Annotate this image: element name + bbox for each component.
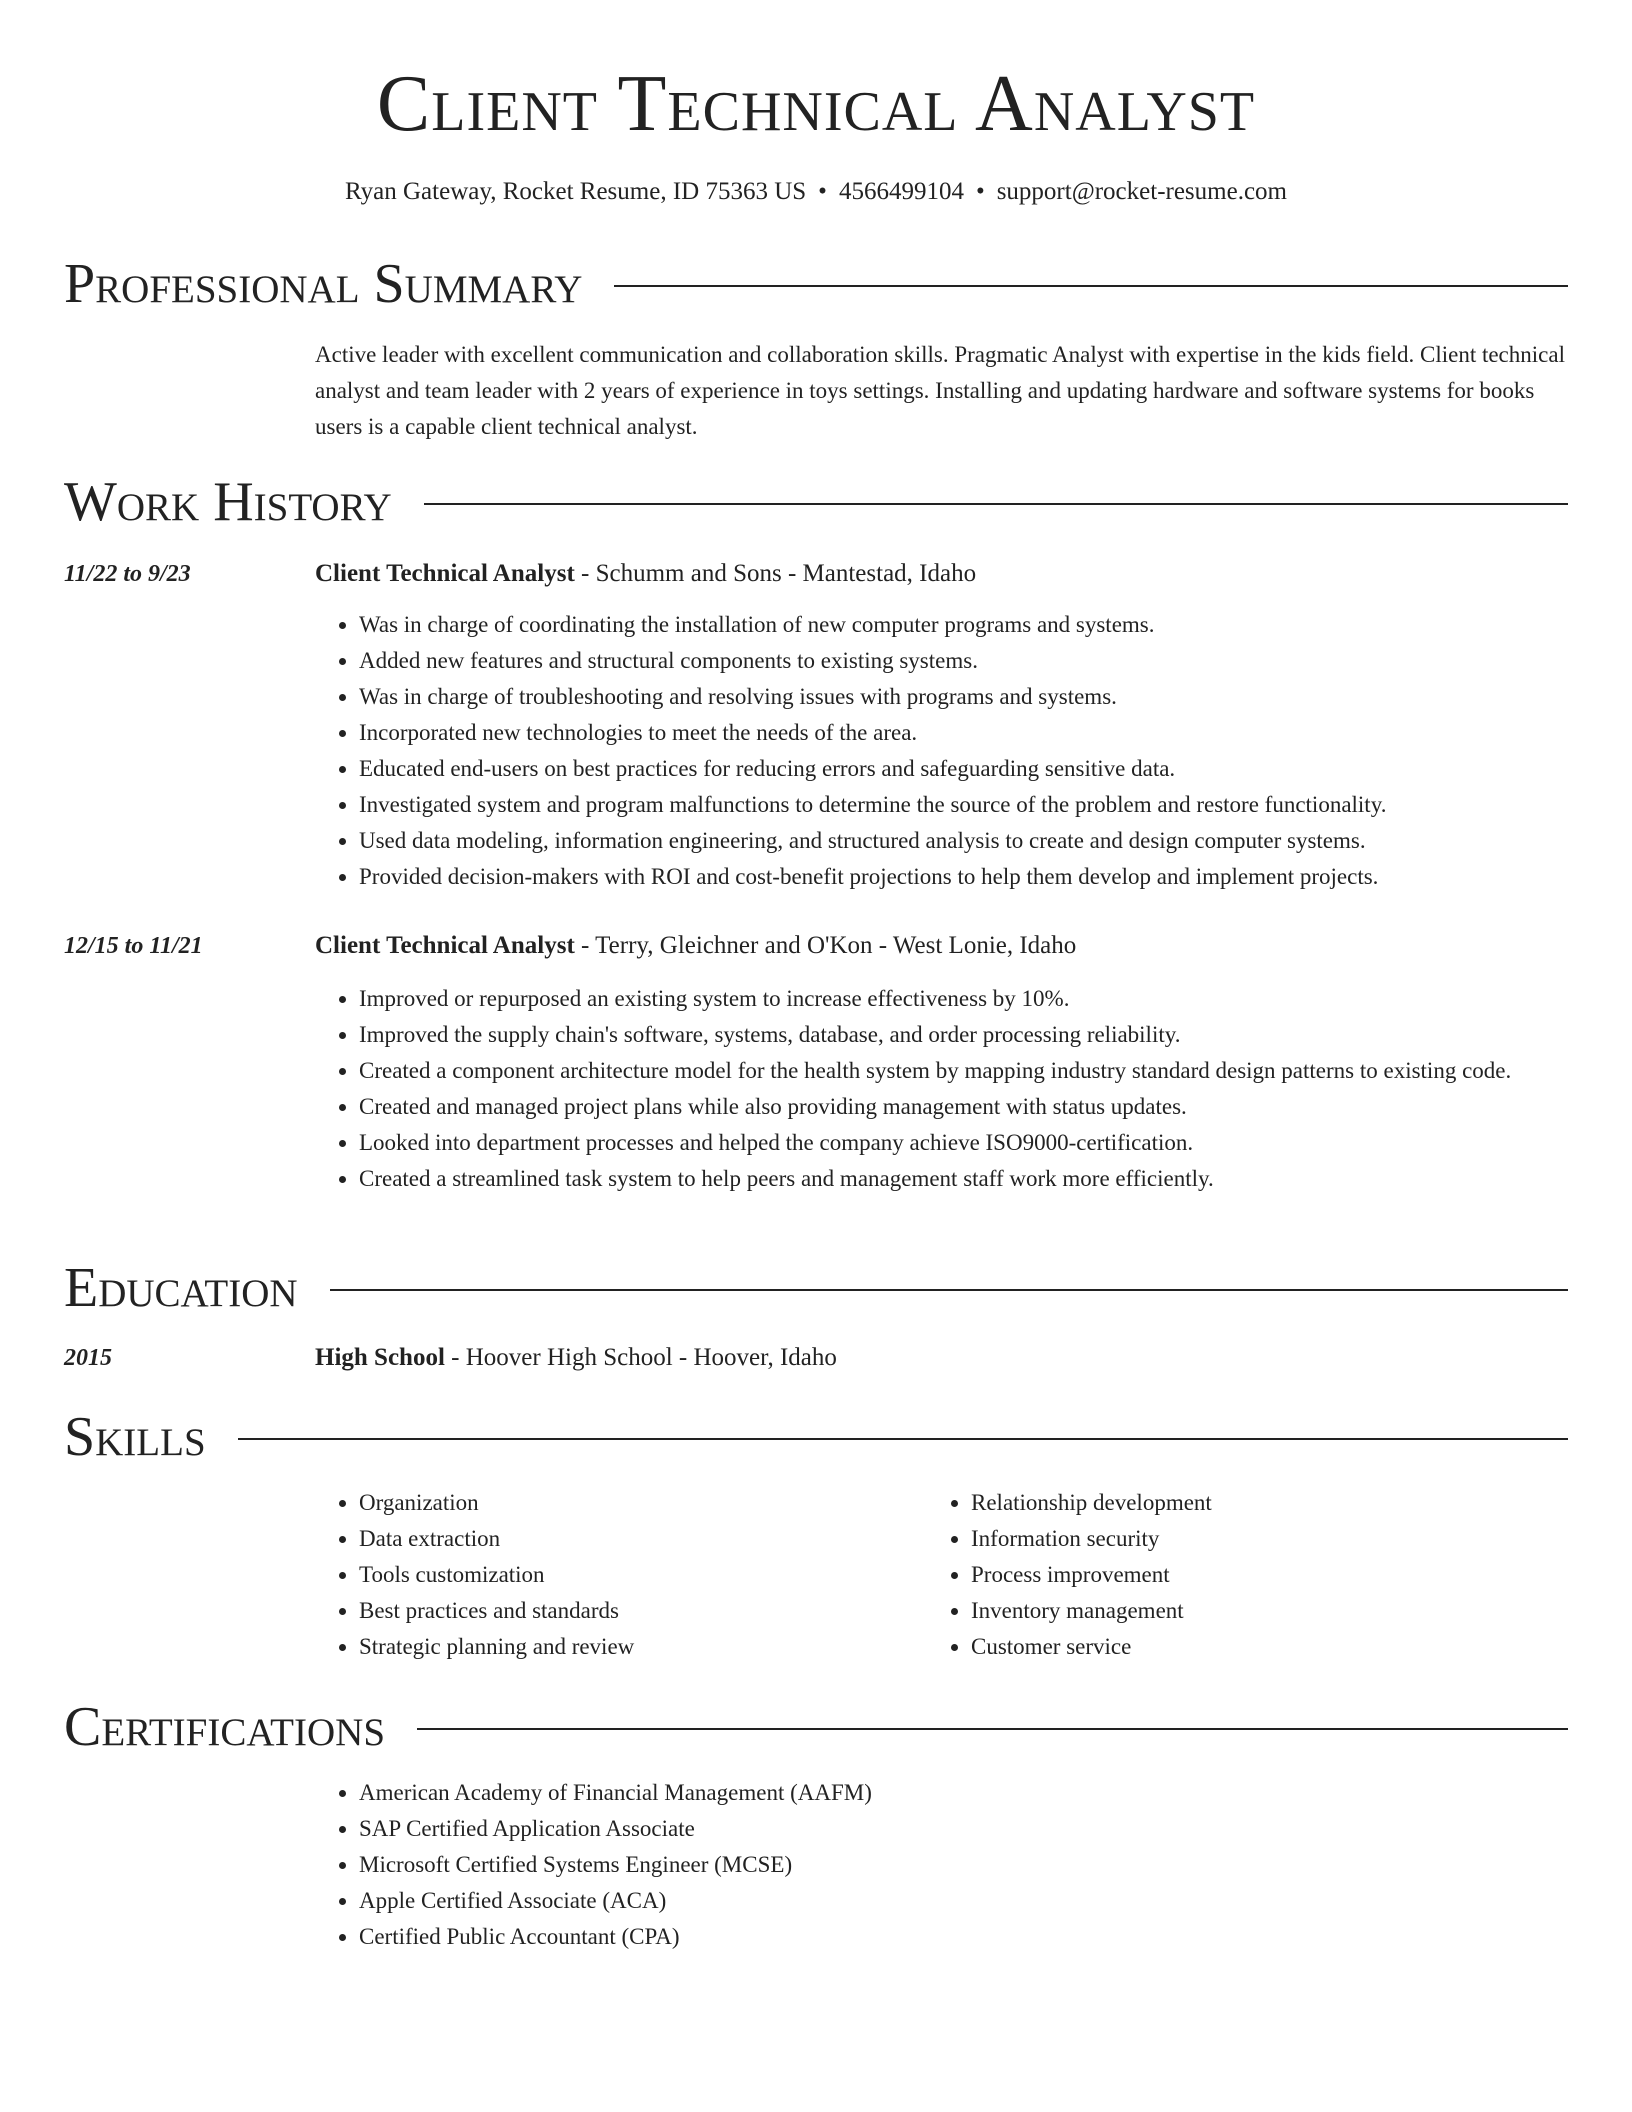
section-divider <box>614 285 1568 287</box>
section-divider <box>424 503 1568 505</box>
skill-item: • Inventory management <box>971 1593 1632 1629</box>
certification-item: • Certified Public Accountant (CPA) <box>359 1919 1612 1955</box>
education-details: - Hoover High School - Hoover, Idaho <box>444 1344 837 1371</box>
certification-item: • American Academy of Financial Management (AAFM) <box>359 1775 1612 1811</box>
summary-text: Active leader with excellent communication and collaboration skills. Pragmatic Analyst with expertise in the kids field. Client technical analyst and team leader with 2 years of experience in toys settings. Installing and updating hardware and software systems for books users is a capable client technical analyst. <box>315 342 1565 439</box>
work-section-header <box>64 470 1568 534</box>
contact-phone: 4566499104 <box>838 178 964 205</box>
contact-separator: • <box>818 178 827 205</box>
skills-heading: Skills <box>64 1406 206 1468</box>
contact-line <box>64 176 1568 208</box>
job-details: - Schumm and Sons - Mantestad, Idaho <box>574 560 977 587</box>
job-bullet: • Was in charge of coordinating the installation of new computer programs and systems. <box>359 607 1612 643</box>
education-year: 2015 <box>64 1345 112 1371</box>
education-entry <box>315 1340 837 1376</box>
contact-address: Ryan Gateway, Rocket Resume, ID 75363 US <box>344 178 807 205</box>
job-bullet: • Investigated system and program malfunctions to determine the source of the problem and restore functionality. <box>359 787 1612 823</box>
job-bullet: • Educated end-users on best practices for reducing errors and safeguarding sensitive data. <box>359 751 1612 787</box>
job-bullet: • Incorporated new technologies to meet the needs of the area. <box>359 715 1612 751</box>
section-divider <box>417 1728 1568 1730</box>
skill-item: • Relationship development <box>971 1485 1632 1521</box>
job-bullet: • Was in charge of troubleshooting and resolving issues with programs and systems. <box>359 679 1612 715</box>
summary-section-header <box>64 252 1568 316</box>
job-bullet: • Provided decision-makers with ROI and cost-benefit projections to help them develop and implement projects. <box>359 859 1612 895</box>
job-bullet: • Added new features and structural components to existing systems. <box>359 643 1612 679</box>
summary-heading: Professional Summary <box>64 253 583 315</box>
job-details: - Terry, Gleichner and O'Kon - West Lonie, Idaho <box>574 932 1077 959</box>
resume-title: Client Technical Analyst <box>376 60 1256 148</box>
education-section-header <box>64 1256 1568 1320</box>
skill-item: • Customer service <box>971 1629 1632 1665</box>
certification-item: • SAP Certified Application Associate <box>359 1811 1612 1847</box>
section-divider <box>330 1289 1568 1291</box>
contact-separator: • <box>975 178 985 205</box>
certifications-section-header <box>64 1695 1568 1759</box>
work-heading: Work History <box>64 471 392 533</box>
job-title: Client Technical Analyst <box>315 560 575 587</box>
job-bullet: • Created and managed project plans while also providing management with status updates. <box>359 1089 1612 1125</box>
job-bullet: • Used data modeling, information engineering, and structured analysis to create and design computer systems. <box>359 823 1612 859</box>
certifications-heading: Certifications <box>64 1696 386 1758</box>
certification-item: • Apple Certified Associate (ACA) <box>359 1883 1612 1919</box>
skill-item: • Best practices and standards <box>359 1593 1612 1629</box>
job-heading <box>315 928 1076 964</box>
skill-item: • Organization <box>359 1485 1612 1521</box>
job-bullet: • Looked into department processes and helped the company achieve ISO9000-certification. <box>359 1125 1612 1161</box>
job-bullets <box>315 607 1612 895</box>
job-heading <box>315 556 976 592</box>
job-bullet: • Created a component architecture model for the health system by mapping industry standard design patterns to existing code. <box>359 1053 1612 1089</box>
job-title: Client Technical Analyst <box>315 932 575 959</box>
skill-item: • Data extraction <box>359 1521 1612 1557</box>
skills-section-header <box>64 1405 1568 1469</box>
certifications-list <box>315 1775 1612 1955</box>
skill-item: • Information security <box>971 1521 1632 1557</box>
skill-item: • Tools customization <box>359 1557 1612 1593</box>
job-bullets <box>315 981 1612 1197</box>
contact-email: support@rocket-resume.com <box>996 178 1287 205</box>
skill-item: • Process improvement <box>971 1557 1632 1593</box>
job-bullet: • Improved the supply chain's software, systems, database, and order processing reliability. <box>359 1017 1612 1053</box>
education-degree: High School <box>315 1344 445 1371</box>
skill-item: • Strategic planning and review <box>359 1629 1612 1665</box>
skills-list-right <box>927 1485 1632 1665</box>
job-bullet: • Created a streamlined task system to help peers and management staff work more efficiently. <box>359 1161 1612 1197</box>
certification-item: • Microsoft Certified Systems Engineer (MCSE) <box>359 1847 1612 1883</box>
job-bullet: • Improved or repurposed an existing system to increase effectiveness by 10%. <box>359 981 1612 1017</box>
education-heading: Education <box>64 1257 298 1319</box>
job-dates: 11/22 to 9/23 <box>64 561 191 587</box>
job-dates: 12/15 to 11/21 <box>64 933 203 959</box>
section-divider <box>238 1438 1568 1440</box>
